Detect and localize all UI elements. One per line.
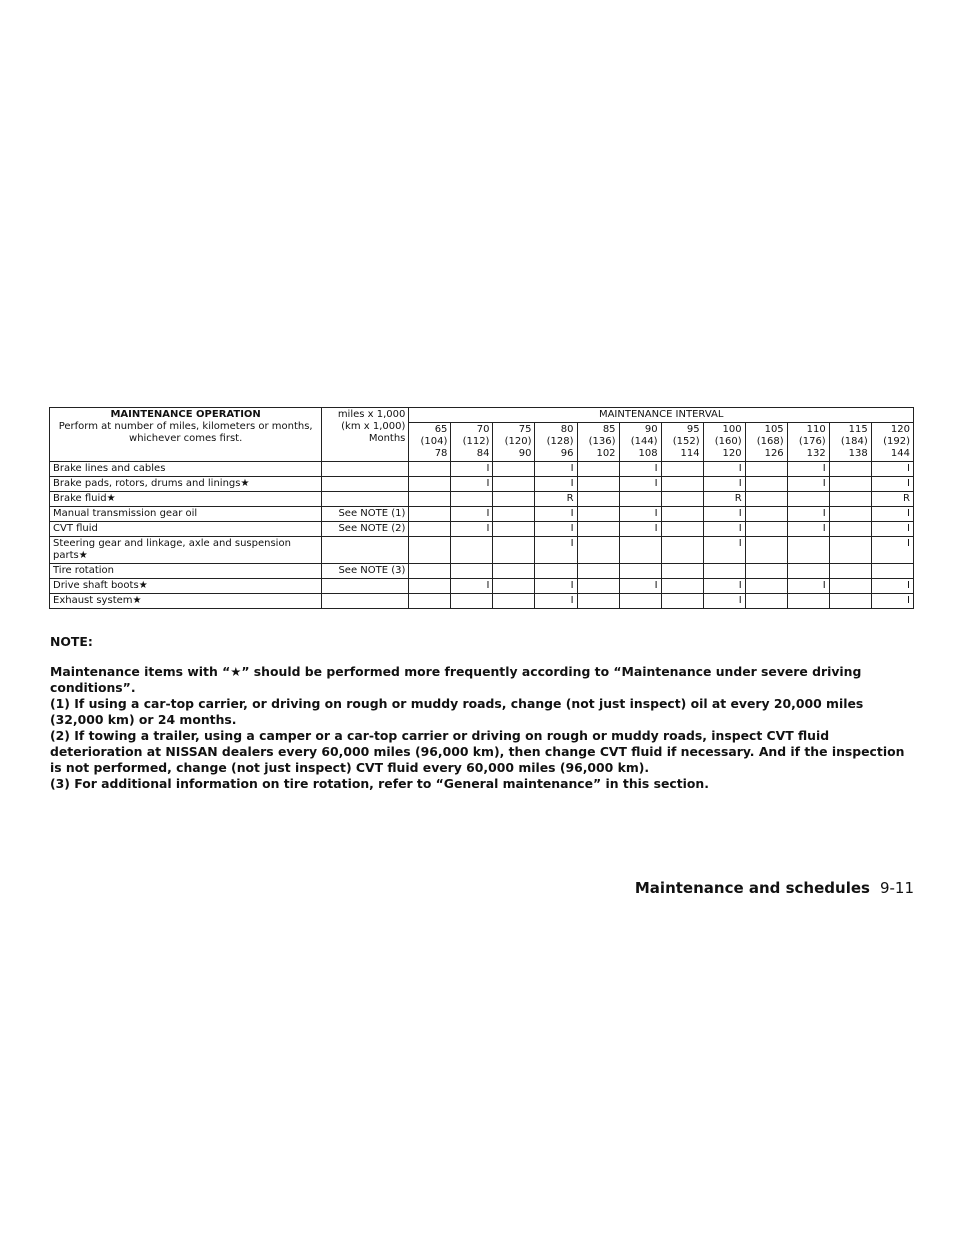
item-label: Brake lines and cables — [53, 463, 166, 474]
interval-mark-cell — [577, 522, 619, 537]
interval-mark-cell — [409, 579, 451, 594]
note-3: (3) For additional information on tire rotation, refer to “General maintenance” in this section. — [50, 776, 709, 791]
interval-mark-cell — [787, 564, 829, 579]
interval-mark-cell — [619, 537, 661, 564]
note-star: Maintenance items with “★” should be performed more frequently according to “Maintenance under severe driving conditions”. — [50, 664, 862, 695]
item-label: Brake pads, rotors, drums and linings — [53, 478, 241, 489]
interval-km: (112) — [462, 436, 490, 447]
interval-mark-cell: I — [787, 522, 829, 537]
interval-mark-cell: I — [703, 507, 745, 522]
interval-mark-cell — [745, 507, 787, 522]
interval-months: 114 — [680, 448, 700, 459]
units-header — [322, 408, 409, 462]
interval-mark-cell: I — [619, 507, 661, 522]
interval-km: (192) — [883, 436, 910, 447]
interval-mark-cell — [787, 594, 829, 609]
item-note: See NOTE (1) — [322, 507, 409, 522]
interval-mark-cell — [661, 522, 703, 537]
footer-section-title: Maintenance and schedules — [634, 879, 870, 897]
interval-mark-cell — [661, 492, 703, 507]
interval-mark-cell — [745, 579, 787, 594]
interval-km: (144) — [630, 436, 658, 447]
maintenance-item — [50, 477, 322, 492]
interval-mark-cell — [703, 564, 745, 579]
interval-mark-cell — [493, 492, 535, 507]
interval-header-cell — [409, 423, 451, 462]
table-row — [50, 564, 914, 579]
maintenance-item — [50, 579, 322, 594]
interval-mark-cell: I — [787, 579, 829, 594]
interval-mark-cell — [829, 492, 871, 507]
interval-months: 108 — [638, 448, 658, 459]
interval-km: (104) — [420, 436, 448, 447]
maintenance-item — [50, 507, 322, 522]
maintenance-item — [50, 492, 322, 507]
interval-mark-cell — [577, 564, 619, 579]
interval-mark-cell — [577, 462, 619, 477]
interval-mark-cell: I — [535, 507, 577, 522]
interval-mark-cell — [661, 564, 703, 579]
interval-mark-cell — [745, 594, 787, 609]
interval-km: (160) — [714, 436, 742, 447]
item-note — [322, 594, 409, 609]
interval-mark-cell — [787, 537, 829, 564]
interval-mark-cell: I — [535, 462, 577, 477]
interval-mark-cell: I — [703, 537, 745, 564]
interval-mark-cell — [493, 462, 535, 477]
table-row — [50, 462, 914, 477]
interval-mark-cell — [829, 507, 871, 522]
interval-mark-cell: R — [703, 492, 745, 507]
interval-mark-cell — [577, 507, 619, 522]
interval-mark-cell: I — [703, 579, 745, 594]
maintenance-item — [50, 537, 322, 564]
interval-mark-cell — [661, 537, 703, 564]
operation-title: MAINTENANCE OPERATION — [110, 409, 261, 420]
table-row — [50, 477, 914, 492]
table-row — [50, 492, 914, 507]
interval-mark-cell — [493, 522, 535, 537]
interval-months: 84 — [476, 448, 490, 459]
star-icon: ★ — [240, 478, 250, 489]
item-label: Brake fluid — [53, 493, 107, 504]
note-1: (1) If using a car-top carrier, or driving on rough or muddy roads, change (not just inspect) oil at every 20,000 miles (32,000 km) or 24 months. — [50, 696, 864, 727]
interval-mark-cell — [745, 522, 787, 537]
interval-mark-cell — [409, 537, 451, 564]
interval-mark-cell — [745, 537, 787, 564]
notes-title: NOTE: — [50, 634, 93, 649]
notes-section — [50, 634, 920, 792]
interval-months: 132 — [806, 448, 826, 459]
interval-mark-cell: I — [871, 462, 913, 477]
interval-mark-cell — [409, 564, 451, 579]
item-note — [322, 537, 409, 564]
interval-km: (184) — [840, 436, 868, 447]
maintenance-item — [50, 462, 322, 477]
interval-km: (152) — [672, 436, 700, 447]
interval-mark-cell — [829, 522, 871, 537]
interval-mark-cell — [577, 492, 619, 507]
interval-mark-cell — [619, 492, 661, 507]
interval-mark-cell — [409, 492, 451, 507]
note-2: (2) If towing a trailer, using a camper or a car-top carrier or driving on rough or muddy roads, inspect CVT fluid deterioration at NISSAN dealers every 60,000 miles (96,000 km), then change CVT fluid if necessary. And if the inspection is not performed, change (not just inspect) CVT fluid every 60,000 miles (96,000 km). — [50, 728, 905, 775]
item-note — [322, 579, 409, 594]
interval-mark-cell: I — [451, 477, 493, 492]
interval-header-cell — [829, 423, 871, 462]
item-label: Drive shaft boots — [53, 580, 139, 591]
interval-header-cell — [871, 423, 913, 462]
interval-mark-cell: I — [871, 477, 913, 492]
interval-mark-cell: I — [871, 507, 913, 522]
interval-mark-cell — [829, 477, 871, 492]
interval-mark-cell — [409, 507, 451, 522]
interval-miles: 110 — [806, 424, 826, 435]
interval-mark-cell: I — [451, 522, 493, 537]
schedule-body — [50, 408, 914, 609]
interval-header-cell — [661, 423, 703, 462]
header-row-1 — [50, 408, 914, 423]
interval-months: 120 — [722, 448, 742, 459]
unit-months: Months — [368, 433, 406, 444]
interval-mark-cell — [661, 594, 703, 609]
table-row — [50, 507, 914, 522]
interval-mark-cell — [829, 564, 871, 579]
item-note: See NOTE (2) — [322, 522, 409, 537]
interval-mark-cell — [577, 594, 619, 609]
interval-mark-cell: I — [619, 522, 661, 537]
table-row — [50, 537, 914, 564]
item-label: Manual transmission gear oil — [53, 508, 198, 519]
interval-miles: 70 — [476, 424, 490, 435]
interval-mark-cell — [829, 594, 871, 609]
interval-header-cell — [493, 423, 535, 462]
maintenance-item — [50, 522, 322, 537]
interval-mark-cell: I — [703, 522, 745, 537]
interval-mark-cell — [409, 477, 451, 492]
interval-km: (176) — [798, 436, 826, 447]
interval-mark-cell: I — [787, 477, 829, 492]
interval-mark-cell: I — [535, 594, 577, 609]
interval-mark-cell: I — [451, 462, 493, 477]
interval-mark-cell — [493, 579, 535, 594]
interval-mark-cell: I — [871, 522, 913, 537]
interval-months: 78 — [434, 448, 448, 459]
interval-miles: 120 — [890, 424, 910, 435]
interval-miles: 75 — [518, 424, 532, 435]
interval-months: 102 — [596, 448, 616, 459]
interval-km: (136) — [588, 436, 616, 447]
interval-km: (128) — [546, 436, 574, 447]
item-note — [322, 492, 409, 507]
interval-mark-cell — [493, 564, 535, 579]
interval-months: 126 — [764, 448, 784, 459]
interval-mark-cell: I — [535, 522, 577, 537]
operation-subtitle: Perform at number of miles, kilometers or months, whichever comes first. — [58, 421, 313, 444]
interval-mark-cell: I — [703, 594, 745, 609]
star-icon: ★ — [138, 580, 148, 591]
interval-mark-cell — [829, 462, 871, 477]
item-note: See NOTE (3) — [322, 564, 409, 579]
interval-mark-cell — [493, 537, 535, 564]
table-row — [50, 594, 914, 609]
interval-mark-cell — [745, 492, 787, 507]
interval-mark-cell: I — [535, 477, 577, 492]
interval-km: (168) — [756, 436, 784, 447]
interval-mark-cell — [451, 594, 493, 609]
interval-mark-cell — [661, 579, 703, 594]
interval-months: 90 — [518, 448, 532, 459]
interval-mark-cell — [661, 507, 703, 522]
interval-mark-cell — [661, 477, 703, 492]
item-label: CVT fluid — [53, 523, 98, 534]
interval-km: (120) — [504, 436, 532, 447]
interval-mark-cell — [409, 462, 451, 477]
item-note — [322, 462, 409, 477]
interval-mark-cell: I — [451, 507, 493, 522]
interval-mark-cell: I — [619, 579, 661, 594]
interval-miles: 80 — [560, 424, 574, 435]
item-label: Tire rotation — [53, 565, 115, 576]
interval-header-cell — [577, 423, 619, 462]
interval-miles: 100 — [722, 424, 742, 435]
interval-mark-cell — [619, 564, 661, 579]
interval-header-cell — [787, 423, 829, 462]
interval-mark-cell: I — [703, 462, 745, 477]
interval-miles: 90 — [644, 424, 658, 435]
interval-mark-cell — [619, 594, 661, 609]
interval-mark-cell — [493, 594, 535, 609]
interval-mark-cell — [451, 537, 493, 564]
interval-mark-cell: I — [787, 507, 829, 522]
interval-header-cell — [619, 423, 661, 462]
interval-months: 96 — [560, 448, 574, 459]
page-footer — [635, 879, 914, 897]
table-row — [50, 522, 914, 537]
interval-mark-cell — [661, 462, 703, 477]
interval-miles: 65 — [434, 424, 448, 435]
interval-mark-cell — [745, 462, 787, 477]
interval-mark-cell: I — [787, 462, 829, 477]
star-icon: ★ — [132, 595, 142, 606]
star-icon: ★ — [106, 493, 116, 504]
interval-mark-cell — [451, 564, 493, 579]
operation-header — [50, 408, 322, 462]
item-label: Exhaust system — [53, 595, 133, 606]
interval-mark-cell: I — [871, 594, 913, 609]
interval-mark-cell — [787, 492, 829, 507]
interval-mark-cell — [493, 477, 535, 492]
interval-mark-cell — [577, 477, 619, 492]
item-note — [322, 477, 409, 492]
interval-mark-cell — [871, 564, 913, 579]
interval-miles: 95 — [686, 424, 700, 435]
interval-mark-cell — [577, 537, 619, 564]
unit-miles: miles x 1,000 — [337, 409, 406, 420]
maintenance-item — [50, 594, 322, 609]
interval-mark-cell — [745, 477, 787, 492]
table-row — [50, 579, 914, 594]
interval-mark-cell: I — [451, 579, 493, 594]
interval-mark-cell — [745, 564, 787, 579]
interval-miles: 85 — [602, 424, 616, 435]
interval-title: MAINTENANCE INTERVAL — [409, 408, 914, 423]
interval-mark-cell: R — [871, 492, 913, 507]
star-icon: ★ — [78, 550, 88, 561]
interval-mark-cell: I — [871, 537, 913, 564]
interval-mark-cell — [577, 579, 619, 594]
interval-mark-cell — [451, 492, 493, 507]
interval-months: 144 — [890, 448, 910, 459]
interval-mark-cell: I — [871, 579, 913, 594]
interval-mark-cell — [493, 507, 535, 522]
interval-header-cell — [745, 423, 787, 462]
interval-mark-cell: I — [619, 477, 661, 492]
unit-km: (km x 1,000) — [341, 421, 406, 432]
interval-miles: 105 — [764, 424, 784, 435]
interval-mark-cell — [409, 594, 451, 609]
interval-mark-cell: I — [535, 579, 577, 594]
interval-header-cell — [451, 423, 493, 462]
interval-header-cell — [703, 423, 745, 462]
interval-mark-cell — [829, 537, 871, 564]
maintenance-schedule-table — [49, 407, 914, 609]
interval-mark-cell: R — [535, 492, 577, 507]
interval-mark-cell — [829, 579, 871, 594]
page-number: 9-11 — [879, 879, 914, 897]
item-label: Steering gear and linkage, axle and suspension parts — [53, 538, 291, 561]
maintenance-item — [50, 564, 322, 579]
interval-months: 138 — [848, 448, 868, 459]
interval-mark-cell — [535, 564, 577, 579]
interval-mark-cell: I — [619, 462, 661, 477]
interval-mark-cell — [409, 522, 451, 537]
interval-miles: 115 — [848, 424, 868, 435]
interval-mark-cell: I — [703, 477, 745, 492]
interval-header-cell — [535, 423, 577, 462]
interval-mark-cell: I — [535, 537, 577, 564]
